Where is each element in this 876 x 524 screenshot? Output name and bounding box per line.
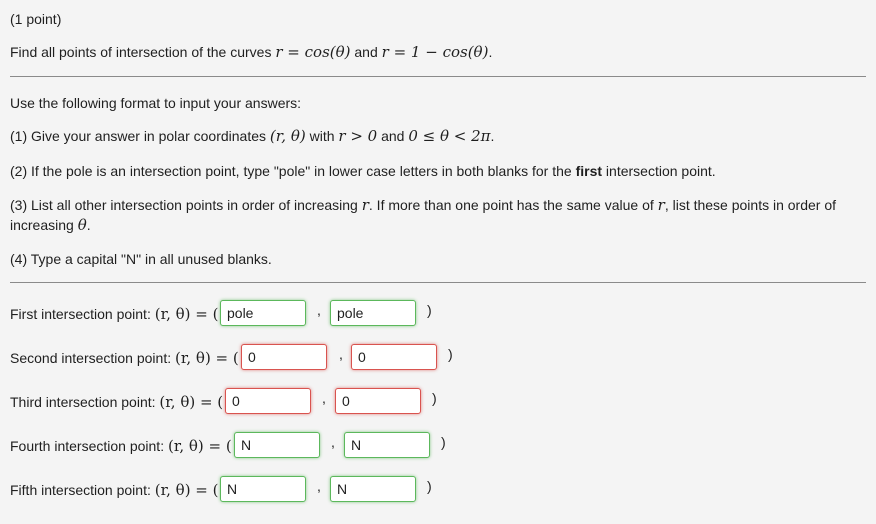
- row-label: [10, 437, 232, 455]
- question-end: .: [488, 44, 493, 60]
- row-label-math: (r, θ) = (: [154, 481, 219, 499]
- row-label: [10, 393, 223, 411]
- row-label-math: (r, θ) = (: [167, 437, 232, 455]
- instruction-3: [10, 195, 860, 235]
- divider-bottom: [10, 282, 866, 283]
- instruction-2: [10, 161, 716, 181]
- answer-1-r-input[interactable]: [220, 300, 306, 326]
- instruction-1-math-theta: 0 ≤ θ < 2π: [408, 127, 491, 145]
- comma-separator: ,: [317, 302, 321, 318]
- close-paren: ): [432, 390, 437, 406]
- instruction-3-text-a: (3) List all other intersection points in order of increasing: [10, 197, 362, 213]
- comma-separator: ,: [331, 434, 335, 450]
- row-label-math: (r, θ) = (: [159, 393, 224, 411]
- answer-5-theta-input[interactable]: [330, 476, 416, 502]
- row-label-text: Second intersection point:: [10, 350, 175, 366]
- instruction-1-text-a: (1) Give your answer in polar coordinates: [10, 128, 270, 144]
- answer-row-1: [10, 298, 870, 330]
- answer-1-theta-input[interactable]: [330, 300, 416, 326]
- instruction-1-math-polar: (r, θ): [269, 127, 306, 145]
- row-label-math: (r, θ) = (: [175, 349, 239, 367]
- row-label-math: (r, θ) = (: [154, 305, 219, 323]
- question-prefix: Find all points of intersection of the curves: [10, 44, 276, 60]
- row-label-text: Fourth intersection point:: [10, 438, 168, 454]
- answer-3-r-input[interactable]: [225, 388, 311, 414]
- comma-separator: ,: [317, 478, 321, 494]
- instruction-1-math-r: r > 0: [338, 127, 378, 145]
- row-label: [10, 349, 239, 367]
- instruction-1-text-b: with: [305, 128, 339, 144]
- instruction-2-bold: first: [575, 163, 603, 179]
- answer-4-r-input[interactable]: [234, 432, 320, 458]
- answer-5-r-input[interactable]: [220, 476, 306, 502]
- answer-row-4: [10, 430, 870, 462]
- row-label: [10, 305, 218, 323]
- divider-top: [10, 76, 866, 77]
- question-text: [10, 42, 492, 62]
- instruction-1: [10, 126, 494, 146]
- close-paren: ): [448, 346, 453, 362]
- close-paren: ): [427, 302, 432, 318]
- instruction-3-text-b: . If more than one point has the same value of: [368, 197, 658, 213]
- instruction-3-math-r2: r: [657, 196, 665, 214]
- row-label-text: Fifth intersection point:: [10, 482, 155, 498]
- instruction-3-math-r1: r: [361, 196, 369, 214]
- instruction-4: (4) Type a capital "N" in all unused blanks.: [10, 251, 272, 267]
- comma-separator: ,: [339, 346, 343, 362]
- comma-separator: ,: [322, 390, 326, 406]
- instruction-3-text-c: , list these points in order of increasing: [10, 197, 837, 233]
- row-label: [10, 481, 219, 499]
- answer-row-2: [10, 342, 870, 374]
- answer-4-theta-input[interactable]: [344, 432, 430, 458]
- question-and: and: [350, 44, 382, 60]
- points-label: (1 point): [10, 11, 62, 27]
- instruction-3-math-theta: θ: [77, 216, 87, 234]
- row-label-text: Third intersection point:: [10, 394, 160, 410]
- answer-2-theta-input[interactable]: [351, 344, 437, 370]
- curve-1: r = cos(θ): [275, 43, 351, 61]
- instructions-intro: Use the following format to input your answers:: [10, 95, 302, 111]
- answer-row-3: [10, 386, 870, 418]
- instruction-1-text-d: .: [490, 128, 495, 144]
- close-paren: ): [427, 478, 432, 494]
- curve-2: r = 1 − cos(θ): [381, 43, 489, 61]
- answer-3-theta-input[interactable]: [335, 388, 421, 414]
- close-paren: ): [441, 434, 446, 450]
- instruction-3-text-d: .: [86, 217, 91, 233]
- instruction-2-text-b: intersection point.: [602, 163, 716, 179]
- answer-row-5: [10, 474, 870, 506]
- instruction-2-text-a: (2) If the pole is an intersection point, type "pole" in lower case letters in both blanks for the: [10, 163, 576, 179]
- answer-2-r-input[interactable]: [241, 344, 327, 370]
- instruction-1-text-c: and: [377, 128, 409, 144]
- row-label-text: First intersection point:: [10, 306, 155, 322]
